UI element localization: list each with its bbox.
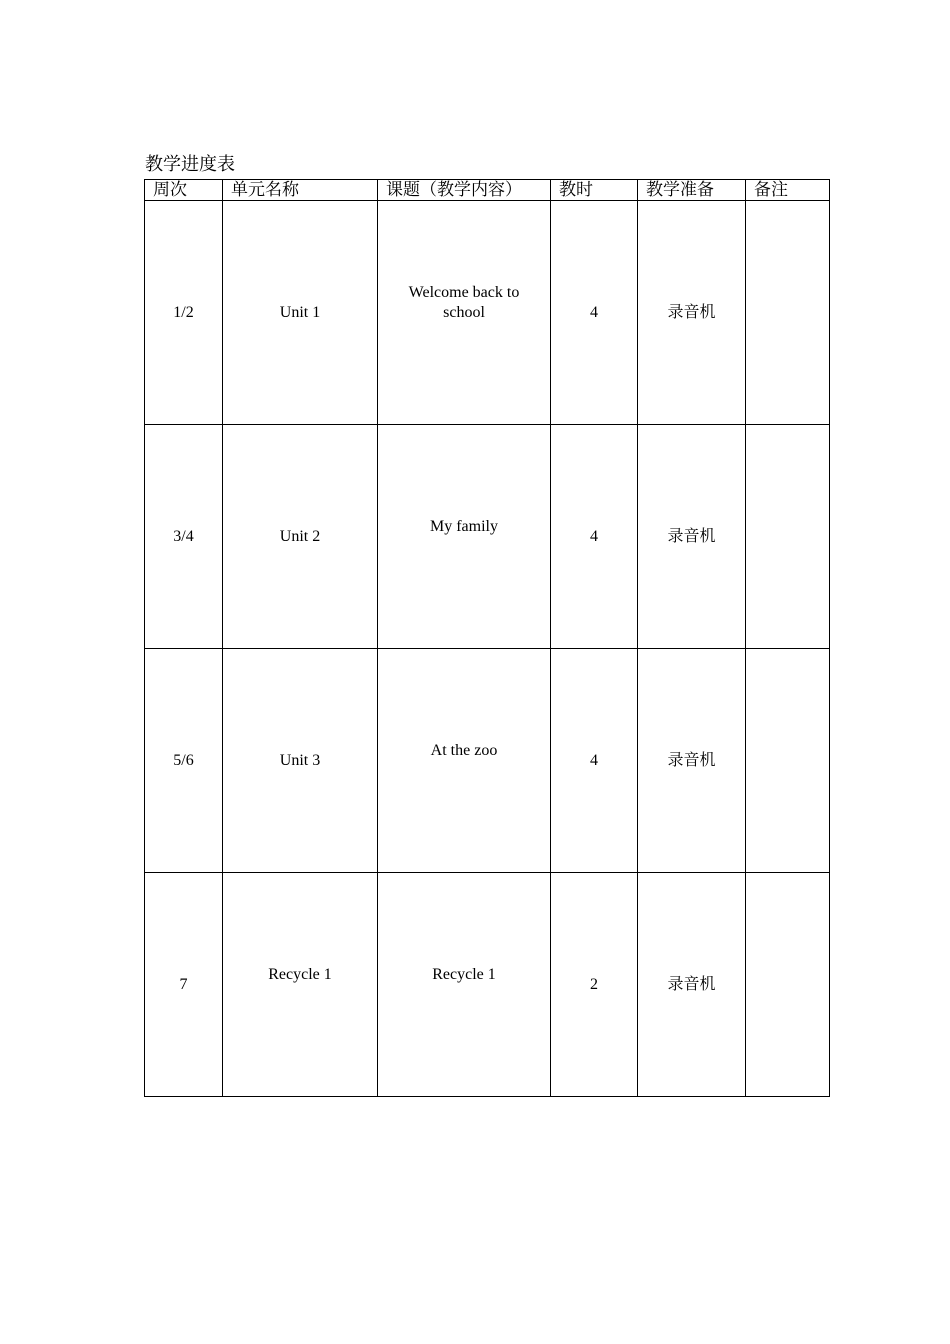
- header-teaching-hours: 教时: [551, 180, 638, 201]
- topic-cell: [378, 873, 551, 1097]
- notes-cell: [746, 201, 830, 425]
- table-row: [145, 425, 830, 649]
- table-row: [145, 873, 830, 1097]
- hours-value: 4: [590, 303, 598, 321]
- topic-value: My family: [430, 517, 498, 535]
- hours-cell: [551, 425, 638, 649]
- unit-cell: [223, 425, 378, 649]
- topic-value: At the zoo: [430, 741, 498, 759]
- unit-value: Recycle 1: [268, 965, 332, 983]
- week-value: 7: [179, 975, 188, 993]
- hours-value: 4: [590, 751, 598, 769]
- document-title: 教学进度表: [145, 154, 235, 174]
- table-row: [145, 649, 830, 873]
- topic-cell: [378, 649, 551, 873]
- topic-value: Welcome back to school: [408, 283, 520, 321]
- week-cell: [145, 649, 223, 873]
- unit-value: Unit 3: [279, 751, 321, 769]
- header-preparation: 教学准备: [638, 180, 746, 201]
- unit-value: Unit 1: [279, 303, 321, 321]
- prep-value: 录音机: [667, 303, 716, 321]
- hours-cell: [551, 201, 638, 425]
- unit-cell: [223, 201, 378, 425]
- prep-cell: [638, 873, 746, 1097]
- unit-cell: [223, 649, 378, 873]
- week-value: 3/4: [173, 527, 194, 545]
- header-unit-name: 单元名称: [223, 180, 378, 201]
- topic-value: Recycle 1: [432, 965, 496, 983]
- notes-cell: [746, 425, 830, 649]
- notes-cell: [746, 649, 830, 873]
- topic-cell: [378, 201, 551, 425]
- notes-cell: [746, 873, 830, 1097]
- week-cell: [145, 873, 223, 1097]
- header-week: 周次: [145, 180, 223, 201]
- hours-value: 4: [590, 527, 598, 545]
- hours-cell: [551, 649, 638, 873]
- unit-value: Unit 2: [279, 527, 321, 545]
- week-cell: [145, 201, 223, 425]
- table-header-row: [145, 180, 830, 201]
- hours-value: 2: [590, 975, 598, 993]
- hours-cell: [551, 873, 638, 1097]
- prep-cell: [638, 649, 746, 873]
- prep-value: 录音机: [667, 751, 716, 769]
- week-cell: [145, 425, 223, 649]
- prep-value: 录音机: [667, 975, 716, 993]
- prep-value: 录音机: [667, 527, 716, 545]
- header-topic: 课题（教学内容）: [378, 180, 551, 201]
- prep-cell: [638, 425, 746, 649]
- prep-cell: [638, 201, 746, 425]
- unit-cell: [223, 873, 378, 1097]
- topic-cell: [378, 425, 551, 649]
- teaching-schedule-table: [144, 179, 830, 1097]
- week-value: 1/2: [173, 303, 194, 321]
- header-notes: 备注: [746, 180, 830, 201]
- table-row: [145, 201, 830, 425]
- week-value: 5/6: [173, 751, 194, 769]
